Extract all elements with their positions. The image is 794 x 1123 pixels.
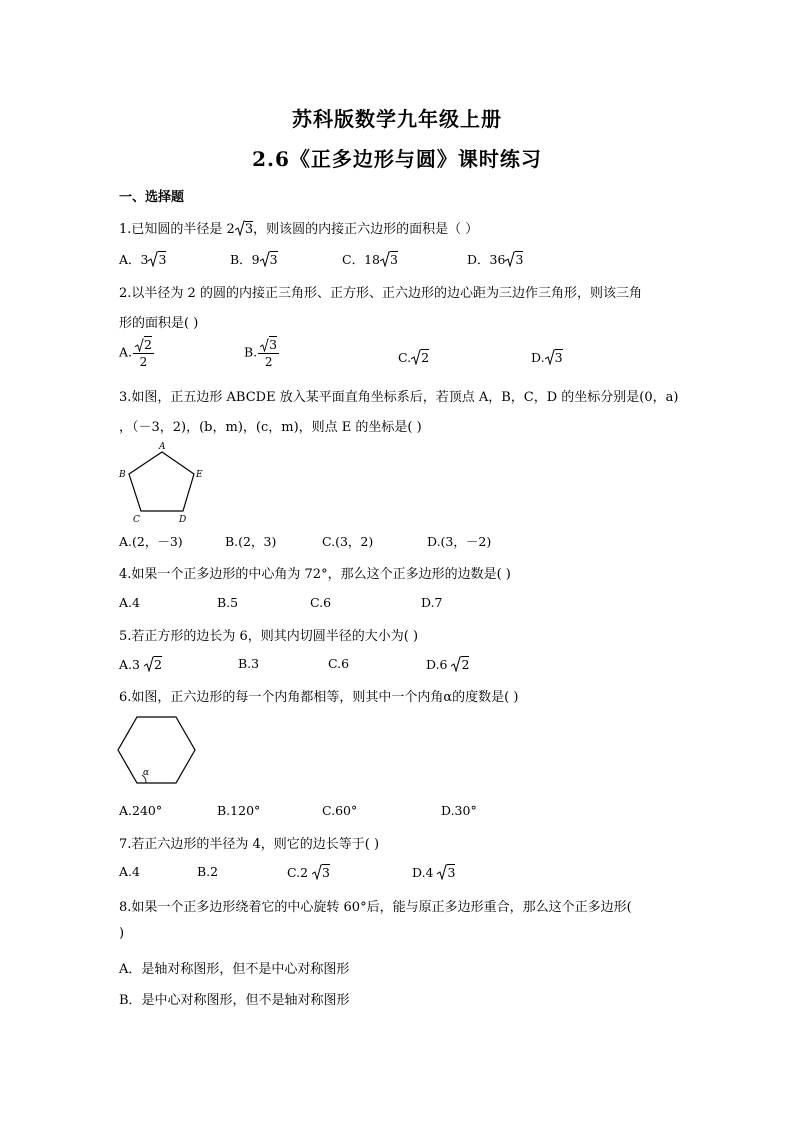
- section-heading: 一、选择题: [119, 190, 185, 205]
- q1-option-c: C．18 3: [342, 252, 398, 267]
- pentagon-label-b: B: [119, 470, 126, 480]
- q2-option-a: A. $\frac{2}{2}$: [119, 337, 152, 369]
- q4-option-d: D.7: [421, 595, 443, 610]
- question-7-stem: 7.若正六边形的半径为 4，则它的边长等于( ): [119, 837, 380, 852]
- q7-option-b: B.2: [197, 864, 219, 879]
- q6-option-c: C.60°: [322, 803, 358, 818]
- q3-option-a: A.(2，－3): [119, 534, 183, 549]
- pentagon-label-e: E: [196, 470, 203, 480]
- pentagon-shape: [129, 452, 194, 511]
- q2-option-d: D. 3: [531, 350, 563, 365]
- pentagon-figure: [116, 440, 210, 526]
- question-8-stem-line1: 8.如果一个正多边形绕着它的中心旋转 60°后，能与原正多边形重合，那么这个正多边形(: [119, 900, 632, 915]
- q1-option-b: B．9 3: [230, 252, 278, 267]
- question-5-stem: 5.若正方形的边长为 6，则其内切圆半径的大小为( ): [119, 629, 419, 644]
- q2-option-b: B. $\frac{3}{2}$: [244, 337, 278, 369]
- q4-option-b: B.5: [217, 595, 239, 610]
- page-subtitle: 2.6《正多边形与圆》课时练习: [252, 147, 542, 171]
- q1-stem-post: ，则该圆的内接正六边形的面积是（ ）: [253, 222, 479, 237]
- question-8-stem-line2: ): [119, 926, 125, 941]
- question-6-stem: 6.如图，正六边形的每一个内角都相等，则其中一个内角α的度数是( ): [119, 690, 519, 705]
- question-3-stem-line2: ，（－3，2)，(b，m)，(c，m)，则点 E 的坐标是( ): [119, 420, 422, 435]
- q2-option-c: C. 2: [398, 350, 430, 365]
- q3-option-c: C.(3，2): [322, 534, 374, 549]
- q1-stem-pre: 1.已知圆的半径是 2: [119, 222, 235, 237]
- q4-option-c: C.6: [310, 595, 332, 610]
- q6-option-d: D.30°: [441, 803, 477, 818]
- q4-option-a: A.4: [119, 595, 140, 610]
- q7-option-c: C.2 3: [287, 865, 330, 880]
- q1-option-a: A．3 3: [119, 252, 167, 267]
- page-title: 苏科版数学九年级上册: [292, 107, 502, 131]
- pentagon-label-a: A: [159, 442, 166, 452]
- q5-option-c: C.6: [328, 656, 350, 671]
- q8-option-b: B．是中心对称图形，但不是轴对称图形: [119, 993, 350, 1008]
- q5-option-b: B.3: [238, 656, 260, 671]
- hexagon-figure: [116, 714, 198, 786]
- sqrt-symbol: 3: [235, 220, 253, 237]
- question-2-stem-line1: 2.以半径为 2 的圆的内接正三角形、正方形、正六边形的边心距为三边作三角形，则该三角: [119, 286, 642, 301]
- angle-alpha-label: α: [143, 768, 150, 778]
- question-2-stem-line2: 形的面积是( ): [119, 316, 199, 331]
- q8-option-a: A．是轴对称图形，但不是中心对称图形: [119, 962, 350, 977]
- q6-option-a: A.240°: [119, 803, 163, 818]
- q1-option-d: D．36 3: [467, 252, 524, 267]
- pentagon-label-d: D: [179, 515, 187, 525]
- hexagon-shape: [118, 717, 195, 783]
- q7-option-d: D.4 3: [412, 865, 456, 880]
- question-1-stem: [119, 218, 478, 237]
- question-3-stem-line1: 3.如图，正五边形 ABCDE 放入某平面直角坐标系后，若顶点 A，B，C，D 的坐标分别是(0，a): [119, 390, 679, 405]
- q5-option-d: D.6 2: [426, 657, 470, 672]
- q6-option-b: B.120°: [217, 803, 261, 818]
- q3-option-b: B.(2，3): [225, 534, 277, 549]
- question-4-stem: 4.如果一个正多边形的中心角为 72°，那么这个正多边形的边数是( ): [119, 567, 511, 582]
- pentagon-label-c: C: [133, 515, 140, 525]
- q5-option-a: A.3 2: [119, 657, 162, 672]
- q7-option-a: A.4: [119, 864, 140, 879]
- q3-option-d: D.(3，－2): [427, 534, 492, 549]
